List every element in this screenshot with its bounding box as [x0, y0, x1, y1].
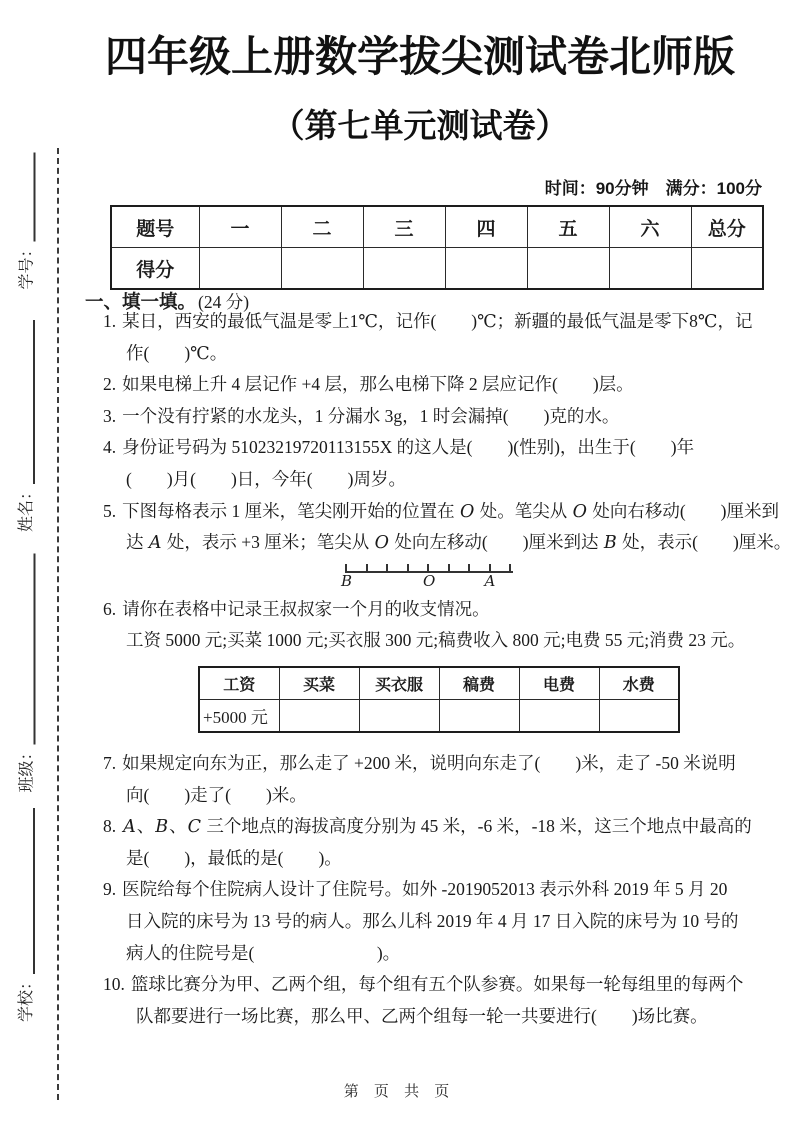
expense-table-header-row [199, 667, 679, 700]
sidebar-field-blank-line [33, 153, 35, 242]
question-9-line-2: 日入院的床号为 13 号的病人。那么儿科 2019 年 4 月 17 日入院的床号为 10 号的 [126, 910, 739, 931]
expense-empty-cell [279, 699, 359, 732]
sidebar-field-blank-line [33, 808, 35, 974]
math-variable: B [603, 533, 617, 554]
math-variable: B [155, 817, 169, 838]
score-header-cell: 四 [445, 206, 527, 248]
question-5-line-1: 5. 下图每格表示 1 厘米，笔尖刚开始的位置在 O 处。笔尖从 O 处向右移动( )厘米到 [103, 500, 779, 522]
number-line-label-A: A [484, 571, 496, 590]
number-line-tick [468, 564, 470, 572]
sidebar-field-student-name [14, 320, 38, 532]
number-line-tick [366, 564, 368, 572]
question-7-line-2: 向( )走了( )米。 [126, 784, 307, 805]
score-table-header-row [111, 206, 763, 248]
score-table-score-row [111, 248, 763, 290]
number-line-tick [386, 564, 388, 572]
score-header-cell: 五 [527, 206, 609, 248]
question-9-line-1: 9. 医院给每个住院病人设计了住院号。如外 -2019052013 表示外科 2019 年 5 月 20 [103, 879, 728, 900]
sidebar-field-class [14, 554, 38, 793]
score-summary-table [110, 205, 764, 290]
question-number: 2. [103, 374, 117, 395]
question-6-table-wrap [198, 666, 771, 733]
expense-empty-cell [599, 699, 679, 732]
expense-empty-cell [359, 699, 439, 732]
expense-header-cell: 买菜 [279, 667, 359, 700]
question-1-line-1: 1. 某日，西安的最低气温是零上1℃，记作( )℃；新疆的最低气温是零下8℃，记 [103, 311, 753, 331]
question-9-line-3: 病人的住院号是( )。 [126, 942, 401, 963]
question-6-line-1: 6. 请你在表格中记录王叔叔家一个月的收支情况。 [103, 598, 490, 619]
expense-header-cell: 稿费 [439, 667, 519, 700]
expense-empty-cell [439, 699, 519, 732]
score-empty-cell [527, 248, 609, 290]
expense-table-data-row [199, 699, 679, 732]
question-number: 3. [103, 405, 117, 426]
number-line-tick [509, 564, 511, 572]
number-line-tick [489, 564, 491, 572]
question-number: 10. [103, 974, 125, 995]
score-empty-cell [363, 248, 445, 290]
score-empty-cell [609, 248, 691, 290]
number-line-tick [427, 564, 429, 572]
math-variable: O [374, 533, 389, 554]
question-number: 7. [103, 752, 117, 773]
expense-header-cell: 工资 [199, 667, 279, 700]
number-line-label-B: B [341, 571, 353, 590]
question-4-line-1: 4. 身份证号码为 51023219720113155X 的这人是( )(性别)，出生于( )年 [103, 437, 695, 458]
expense-header-cell: 买衣服 [359, 667, 439, 700]
question-1-line-2: 作( )℃。 [126, 342, 228, 363]
question-2-line-1: 2. 如果电梯上升 4 层记作 +4 层，那么电梯下降 2 层应记作( )层。 [103, 374, 634, 395]
question-4-line-2: ( )月( )日，今年( )周岁。 [126, 468, 406, 489]
page-footer: 第 页 共 页 [343, 1083, 450, 1100]
question-10-line-1: 10. 篮球比赛分为甲、乙两个组，每个组有五个队参赛。如果每一轮每组里的每两个 [103, 974, 744, 995]
time-fullscore-info: 时间：90分钟 满分：100分 [544, 179, 762, 198]
question-8-line-2: 是( )，最低的是( )。 [126, 847, 342, 868]
expense-header-cell: 电费 [519, 667, 599, 700]
math-variable: C [187, 817, 202, 838]
question-5-number-line [341, 560, 513, 594]
question-5-line-2: 达 A 处，表示 +3 厘米；笔尖从 O 处向左移动( )厘米到达 B 处，表示( )厘米。 [126, 532, 792, 554]
math-variable: O [460, 501, 475, 522]
question-number: 6. [103, 598, 117, 619]
question-7-line-1: 7. 如果规定向东为正，那么走了 +200 米，说明向东走了( )米，走了 -50 米说明 [103, 752, 736, 773]
expense-salary-cell: +5000 元 [199, 699, 279, 732]
sidebar-field-label: 姓名： [18, 483, 35, 532]
seal-fold-dashed-line [57, 148, 59, 1100]
sidebar-field-blank-line [33, 320, 35, 484]
score-row-label: 得分 [111, 248, 199, 290]
score-empty-cell [199, 248, 281, 290]
income-expense-table [198, 666, 680, 733]
question-number: 9. [103, 879, 117, 900]
score-header-cell: 三 [363, 206, 445, 248]
sidebar-field-blank-line [33, 554, 35, 745]
score-header-cell: 总分 [691, 206, 763, 248]
question-8-line-1: 8. A、B、C 三个地点的海拔高度分别为 45 米，-6 米，-18 米，这三个地点中最高的 [103, 816, 752, 838]
sidebar-field-label: 学号： [18, 241, 35, 290]
expense-header-cell: 水费 [599, 667, 679, 700]
exam-subtitle: （第七单元测试卷） [271, 107, 569, 144]
question-number: 8. [103, 816, 117, 837]
question-3-line-1: 3. 一个没有拧紧的水龙头，1 分漏水 3g，1 时会漏掉( )克的水。 [103, 405, 620, 426]
number-line-tick [448, 564, 450, 572]
exam-title: 四年级上册数学拔尖测试卷北师版 [104, 33, 735, 80]
section-one-points: (24 分) [198, 292, 250, 312]
fill-in-questions-list [103, 306, 792, 1032]
question-10-line-2: 队都要进行一场比赛，那么甲、乙两个组每一轮一共要进行( )场比赛。 [136, 1005, 708, 1026]
sidebar-field-school [14, 808, 38, 1022]
score-empty-cell [445, 248, 527, 290]
sidebar-field-student-number [14, 153, 38, 290]
sidebar-field-label: 班级： [18, 744, 35, 793]
math-variable: O [572, 501, 587, 522]
score-header-label: 题号 [111, 206, 199, 248]
score-header-cell: 一 [199, 206, 281, 248]
expense-empty-cell [519, 699, 599, 732]
question-number: 5. [103, 500, 117, 521]
score-empty-cell [281, 248, 363, 290]
score-header-cell: 六 [609, 206, 691, 248]
question-number: 1. [103, 311, 117, 331]
math-variable: A [148, 533, 162, 554]
score-empty-cell [691, 248, 763, 290]
number-line-tick [407, 564, 409, 572]
section-one-title: 一、填一填。 [85, 291, 197, 312]
number-line-tick [345, 564, 347, 572]
number-line-label-O: O [423, 571, 436, 590]
sidebar-field-label: 学校： [18, 973, 35, 1022]
math-variable: A [123, 817, 136, 838]
score-header-cell: 二 [281, 206, 363, 248]
question-number: 4. [103, 437, 117, 458]
question-6-line-2: 工资 5000 元;买菜 1000 元;买衣服 300 元;稿费收入 800 元;电费 55 元;消费 23 元。 [126, 630, 746, 651]
